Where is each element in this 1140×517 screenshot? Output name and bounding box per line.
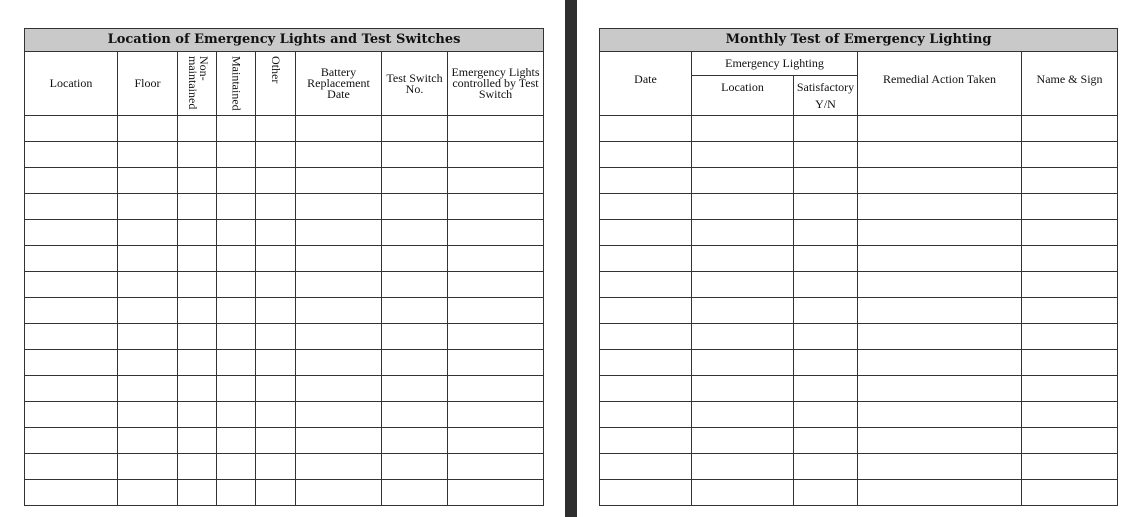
monthly-test-row (600, 324, 1118, 350)
monthly-test-row (600, 246, 1118, 272)
monthly-test-row (600, 168, 1118, 194)
monthly-test-cell[interactable] (1022, 168, 1118, 194)
monthly-test-cell[interactable] (692, 428, 794, 454)
monthly-test-cell[interactable] (858, 168, 1022, 194)
location-table-cell[interactable] (25, 220, 118, 246)
monthly-test-cell[interactable] (1022, 246, 1118, 272)
location-table-row (25, 350, 544, 376)
location-table-cell[interactable] (25, 350, 118, 376)
monthly-test-row (600, 298, 1118, 324)
header-lighting-location: Location (692, 76, 794, 116)
monthly-test-cell[interactable] (1022, 428, 1118, 454)
location-table-cell[interactable] (382, 142, 448, 168)
location-table-cell[interactable] (25, 454, 118, 480)
location-table-cell[interactable] (118, 350, 178, 376)
location-table-cell[interactable] (448, 454, 544, 480)
location-table-cell[interactable] (25, 246, 118, 272)
monthly-test-cell[interactable] (794, 142, 858, 168)
monthly-test-cell[interactable] (600, 376, 692, 402)
location-table-cell[interactable] (448, 402, 544, 428)
monthly-test-cell[interactable] (692, 298, 794, 324)
location-table-cell[interactable] (448, 376, 544, 402)
monthly-test-cell[interactable] (794, 116, 858, 142)
location-table-cell[interactable] (382, 324, 448, 350)
location-table-cell[interactable] (256, 246, 296, 272)
monthly-test-cell[interactable] (858, 272, 1022, 298)
location-table-cell[interactable] (256, 220, 296, 246)
location-table-cell[interactable] (217, 116, 256, 142)
location-table-cell[interactable] (256, 480, 296, 506)
location-table-cell[interactable] (178, 376, 217, 402)
location-table-cell[interactable] (448, 220, 544, 246)
location-table-cell[interactable] (217, 142, 256, 168)
location-table-cell[interactable] (25, 480, 118, 506)
location-table-row (25, 428, 544, 454)
location-table-row (25, 142, 544, 168)
monthly-test-cell[interactable] (858, 324, 1022, 350)
monthly-test-cell[interactable] (600, 220, 692, 246)
monthly-test-cell[interactable] (794, 298, 858, 324)
location-table-cell[interactable] (296, 376, 382, 402)
header-date: Date (600, 52, 692, 116)
location-table-cell[interactable] (178, 324, 217, 350)
location-table-cell[interactable] (178, 428, 217, 454)
monthly-test-cell[interactable] (858, 402, 1022, 428)
location-table-cell[interactable] (296, 428, 382, 454)
monthly-test-cell[interactable] (692, 142, 794, 168)
monthly-test-cell[interactable] (600, 402, 692, 428)
location-table-cell[interactable] (448, 428, 544, 454)
location-table-cell[interactable] (25, 194, 118, 220)
location-table-cell[interactable] (178, 194, 217, 220)
header-non-maintained: Non-maintained (178, 52, 217, 116)
monthly-test-cell[interactable] (600, 116, 692, 142)
location-table-cell[interactable] (448, 350, 544, 376)
location-table-cell[interactable] (256, 324, 296, 350)
location-table-cell[interactable] (256, 116, 296, 142)
header-satisfactory: Satisfactory Y/N (794, 76, 858, 116)
location-table-cell[interactable] (25, 142, 118, 168)
location-table-cell[interactable] (217, 220, 256, 246)
location-table-cell[interactable] (296, 402, 382, 428)
location-table-cell[interactable] (217, 298, 256, 324)
monthly-test-cell[interactable] (1022, 376, 1118, 402)
monthly-test-cell[interactable] (794, 220, 858, 246)
monthly-test-cell[interactable] (858, 480, 1022, 506)
location-table-cell[interactable] (256, 428, 296, 454)
monthly-test-cell[interactable] (692, 324, 794, 350)
location-table-cell[interactable] (382, 428, 448, 454)
monthly-test-cell[interactable] (794, 350, 858, 376)
left-table-title: Location of Emergency Lights and Test Switches (25, 29, 544, 52)
monthly-test-cell[interactable] (692, 194, 794, 220)
monthly-test-row (600, 376, 1118, 402)
location-table-cell[interactable] (256, 194, 296, 220)
monthly-test-cell[interactable] (858, 428, 1022, 454)
monthly-test-cell[interactable] (600, 350, 692, 376)
location-table-cell[interactable] (217, 454, 256, 480)
location-table-cell[interactable] (382, 376, 448, 402)
monthly-test-cell[interactable] (692, 402, 794, 428)
monthly-test-cell[interactable] (858, 298, 1022, 324)
monthly-test-cell[interactable] (858, 194, 1022, 220)
location-table-row (25, 324, 544, 350)
location-table-cell[interactable] (25, 428, 118, 454)
monthly-test-cell[interactable] (600, 246, 692, 272)
monthly-test-cell[interactable] (692, 350, 794, 376)
monthly-test-cell[interactable] (794, 324, 858, 350)
location-table-cell[interactable] (382, 402, 448, 428)
location-table-row (25, 454, 544, 480)
monthly-test-cell[interactable] (692, 168, 794, 194)
location-table-cell[interactable] (448, 246, 544, 272)
monthly-test-cell[interactable] (600, 142, 692, 168)
monthly-test-cell[interactable] (794, 272, 858, 298)
monthly-test-table (599, 28, 1118, 506)
monthly-test-row (600, 220, 1118, 246)
location-table-row (25, 402, 544, 428)
location-table-cell[interactable] (25, 298, 118, 324)
location-table-cell[interactable] (382, 220, 448, 246)
location-table-cell[interactable] (178, 116, 217, 142)
location-table-cell[interactable] (256, 142, 296, 168)
location-table-cell[interactable] (382, 272, 448, 298)
location-table-row (25, 480, 544, 506)
monthly-test-row (600, 272, 1118, 298)
location-table-cell[interactable] (382, 116, 448, 142)
monthly-test-cell[interactable] (1022, 350, 1118, 376)
location-table-cell[interactable] (256, 402, 296, 428)
monthly-test-cell[interactable] (1022, 116, 1118, 142)
monthly-test-cell[interactable] (1022, 220, 1118, 246)
location-table-cell[interactable] (382, 246, 448, 272)
monthly-test-row (600, 428, 1118, 454)
location-table-cell[interactable] (217, 324, 256, 350)
location-table-row (25, 168, 544, 194)
location-table-cell[interactable] (118, 168, 178, 194)
location-table-cell[interactable] (382, 480, 448, 506)
monthly-test-row (600, 116, 1118, 142)
location-table-cell[interactable] (256, 168, 296, 194)
monthly-test-cell[interactable] (858, 454, 1022, 480)
location-table-cell[interactable] (178, 272, 217, 298)
monthly-test-cell[interactable] (794, 376, 858, 402)
location-table-cell[interactable] (25, 324, 118, 350)
location-table-cell[interactable] (296, 298, 382, 324)
location-table-cell[interactable] (217, 402, 256, 428)
location-table-row (25, 246, 544, 272)
location-table-cell[interactable] (448, 116, 544, 142)
location-table-cell[interactable] (178, 298, 217, 324)
monthly-test-cell[interactable] (1022, 480, 1118, 506)
location-table-cell[interactable] (296, 480, 382, 506)
location-table-cell[interactable] (118, 298, 178, 324)
monthly-test-row (600, 350, 1118, 376)
location-table-cell[interactable] (448, 324, 544, 350)
location-table-row (25, 376, 544, 402)
location-table-cell[interactable] (296, 142, 382, 168)
monthly-test-cell[interactable] (600, 272, 692, 298)
left-table-body (25, 116, 544, 506)
location-table-cell[interactable] (217, 272, 256, 298)
location-table-cell[interactable] (178, 168, 217, 194)
location-table-cell[interactable] (448, 298, 544, 324)
monthly-test-cell[interactable] (692, 376, 794, 402)
page-divider (565, 0, 577, 517)
header-name-sign: Name & Sign (1022, 52, 1118, 116)
monthly-test-cell[interactable] (794, 480, 858, 506)
location-table-cell[interactable] (382, 350, 448, 376)
header-maintained: Maintained (217, 52, 256, 116)
monthly-test-cell[interactable] (692, 480, 794, 506)
location-table-cell[interactable] (25, 116, 118, 142)
header-test-switch-no: Test Switch No. (382, 52, 448, 116)
location-table-cell[interactable] (217, 428, 256, 454)
location-table-cell[interactable] (118, 480, 178, 506)
location-table-cell[interactable] (118, 272, 178, 298)
location-table-cell[interactable] (178, 350, 217, 376)
location-table-cell[interactable] (217, 168, 256, 194)
location-table-cell[interactable] (118, 428, 178, 454)
location-table-cell[interactable] (178, 220, 217, 246)
location-table-cell[interactable] (178, 480, 217, 506)
emergency-lights-location-table (24, 28, 544, 506)
location-table-cell[interactable] (296, 454, 382, 480)
location-table-cell[interactable] (118, 246, 178, 272)
location-table-cell[interactable] (25, 168, 118, 194)
monthly-test-row (600, 480, 1118, 506)
location-table-cell[interactable] (448, 194, 544, 220)
location-table-cell[interactable] (217, 376, 256, 402)
monthly-test-row (600, 142, 1118, 168)
location-table-cell[interactable] (256, 298, 296, 324)
header-emergency-lights-controlled: Emergency Lights controlled by Test Switch (448, 52, 544, 116)
location-table-cell[interactable] (25, 376, 118, 402)
location-table-cell[interactable] (25, 272, 118, 298)
monthly-test-row (600, 402, 1118, 428)
monthly-test-cell[interactable] (600, 480, 692, 506)
location-table-cell[interactable] (382, 454, 448, 480)
monthly-test-cell[interactable] (794, 168, 858, 194)
monthly-test-cell[interactable] (1022, 298, 1118, 324)
location-table-cell[interactable] (296, 194, 382, 220)
location-table-cell[interactable] (256, 350, 296, 376)
location-table-cell[interactable] (296, 246, 382, 272)
monthly-test-cell[interactable] (692, 272, 794, 298)
monthly-test-cell[interactable] (794, 428, 858, 454)
monthly-test-row (600, 194, 1118, 220)
location-table-row (25, 298, 544, 324)
location-table-cell[interactable] (296, 168, 382, 194)
location-table-cell[interactable] (25, 402, 118, 428)
monthly-test-cell[interactable] (600, 428, 692, 454)
monthly-test-cell[interactable] (600, 168, 692, 194)
location-table-cell[interactable] (217, 480, 256, 506)
monthly-test-cell[interactable] (692, 220, 794, 246)
location-table-cell[interactable] (118, 454, 178, 480)
location-table-cell[interactable] (217, 350, 256, 376)
monthly-test-cell[interactable] (600, 454, 692, 480)
location-table-cell[interactable] (382, 298, 448, 324)
monthly-test-cell[interactable] (1022, 272, 1118, 298)
location-table-cell[interactable] (217, 246, 256, 272)
location-table-cell[interactable] (448, 168, 544, 194)
location-table-row (25, 272, 544, 298)
monthly-test-cell[interactable] (794, 454, 858, 480)
right-table-body (600, 116, 1118, 506)
location-table-cell[interactable] (118, 402, 178, 428)
location-table-cell[interactable] (296, 350, 382, 376)
monthly-test-cell[interactable] (600, 298, 692, 324)
location-table-cell[interactable] (296, 116, 382, 142)
location-table-cell[interactable] (118, 142, 178, 168)
location-table-cell[interactable] (256, 376, 296, 402)
location-table-cell[interactable] (118, 376, 178, 402)
header-emergency-lighting-group: Emergency Lighting (692, 52, 858, 76)
location-table-cell[interactable] (178, 246, 217, 272)
location-table-cell[interactable] (118, 220, 178, 246)
monthly-test-cell[interactable] (794, 402, 858, 428)
monthly-test-cell[interactable] (692, 454, 794, 480)
location-table-cell[interactable] (296, 220, 382, 246)
header-floor: Floor (118, 52, 178, 116)
right-table-title: Monthly Test of Emergency Lighting (600, 29, 1118, 52)
location-table-row (25, 116, 544, 142)
monthly-test-cell[interactable] (1022, 194, 1118, 220)
header-remedial-action: Remedial Action Taken (858, 52, 1022, 116)
location-table-cell[interactable] (118, 194, 178, 220)
location-table-cell[interactable] (296, 324, 382, 350)
location-table-row (25, 194, 544, 220)
location-table-cell[interactable] (217, 194, 256, 220)
header-location: Location (25, 52, 118, 116)
monthly-test-cell[interactable] (858, 350, 1022, 376)
monthly-test-cell[interactable] (858, 142, 1022, 168)
location-table-cell[interactable] (178, 142, 217, 168)
location-table-cell[interactable] (178, 402, 217, 428)
location-table-cell[interactable] (256, 454, 296, 480)
location-table-cell[interactable] (256, 272, 296, 298)
location-table-cell[interactable] (448, 272, 544, 298)
monthly-test-cell[interactable] (794, 194, 858, 220)
location-table-cell[interactable] (382, 168, 448, 194)
monthly-test-cell[interactable] (1022, 454, 1118, 480)
monthly-test-cell[interactable] (858, 246, 1022, 272)
monthly-test-cell[interactable] (858, 376, 1022, 402)
monthly-test-cell[interactable] (692, 116, 794, 142)
monthly-test-cell[interactable] (794, 246, 858, 272)
header-other: Other (256, 52, 296, 116)
location-table-cell[interactable] (382, 194, 448, 220)
location-table-cell[interactable] (178, 454, 217, 480)
header-battery-replacement-date: Battery Replacement Date (296, 52, 382, 116)
monthly-test-cell[interactable] (858, 220, 1022, 246)
monthly-test-cell[interactable] (1022, 402, 1118, 428)
monthly-test-cell[interactable] (858, 116, 1022, 142)
location-table-cell[interactable] (296, 272, 382, 298)
monthly-test-cell[interactable] (600, 194, 692, 220)
location-table-row (25, 220, 544, 246)
monthly-test-cell[interactable] (692, 246, 794, 272)
location-table-cell[interactable] (448, 142, 544, 168)
monthly-test-row (600, 454, 1118, 480)
location-table-cell[interactable] (118, 324, 178, 350)
monthly-test-cell[interactable] (600, 324, 692, 350)
monthly-test-cell[interactable] (1022, 324, 1118, 350)
location-table-cell[interactable] (448, 480, 544, 506)
monthly-test-cell[interactable] (1022, 142, 1118, 168)
location-table-cell[interactable] (118, 116, 178, 142)
